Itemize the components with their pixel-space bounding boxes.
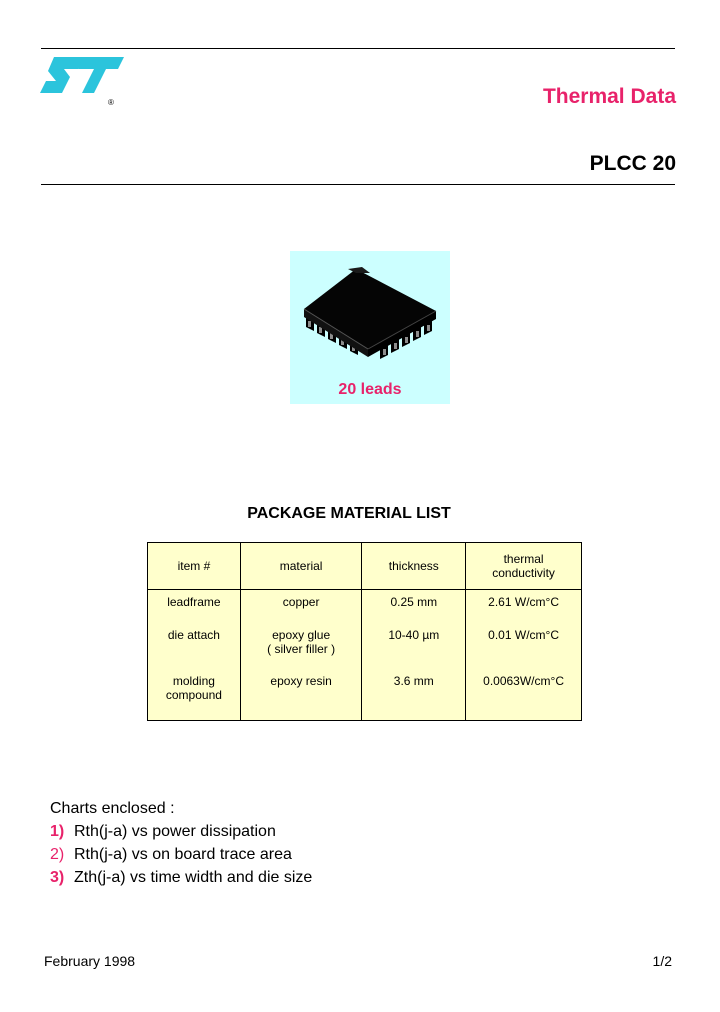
list-item-number: 1) xyxy=(50,823,65,840)
table-row xyxy=(148,590,582,721)
table-cell: 0.25 mm 10-40 µm 3.6 mm xyxy=(362,590,466,721)
list-item-text: Rth(j-a) vs power dissipation xyxy=(74,823,276,840)
column-header: thermal conductivity xyxy=(466,543,582,590)
charts-heading: Charts enclosed : xyxy=(50,800,175,817)
material-list-title: PACKAGE MATERIAL LIST xyxy=(247,505,451,522)
list-item xyxy=(50,843,312,866)
header-rule xyxy=(41,184,675,185)
table-cell: 2.61 W/cm°C 0.01 W/cm°C 0.0063W/cm°C xyxy=(466,590,582,721)
list-item-text: Rth(j-a) vs on board trace area xyxy=(74,846,292,863)
document-title: Thermal Data xyxy=(542,85,676,108)
list-item xyxy=(50,866,312,889)
column-header: thickness xyxy=(362,543,466,590)
list-item-text: Zth(j-a) vs time width and die size xyxy=(74,869,313,886)
st-logo xyxy=(40,55,126,112)
list-item-number: 3) xyxy=(50,869,65,886)
material-table xyxy=(147,542,582,721)
st-logo-icon xyxy=(40,55,126,107)
plcc-chip-icon xyxy=(290,251,450,376)
column-header: item # xyxy=(148,543,241,590)
package-name: PLCC 20 xyxy=(589,152,676,175)
column-header: material xyxy=(240,543,362,590)
table-header-row xyxy=(148,543,582,590)
package-illustration xyxy=(290,251,450,404)
package-caption: 20 leads xyxy=(338,381,402,398)
table-cell: copper epoxy glue ( silver filler ) epoxy resin xyxy=(240,590,362,721)
top-rule xyxy=(41,48,675,49)
charts-list xyxy=(50,797,312,889)
registered-mark: ® xyxy=(108,98,114,107)
list-item xyxy=(50,820,312,843)
list-item-number: 2) xyxy=(50,846,65,863)
table-cell: leadframe die attach molding compound xyxy=(148,590,241,721)
page-number: 1/2 xyxy=(652,953,672,969)
footer-date: February 1998 xyxy=(44,953,136,969)
